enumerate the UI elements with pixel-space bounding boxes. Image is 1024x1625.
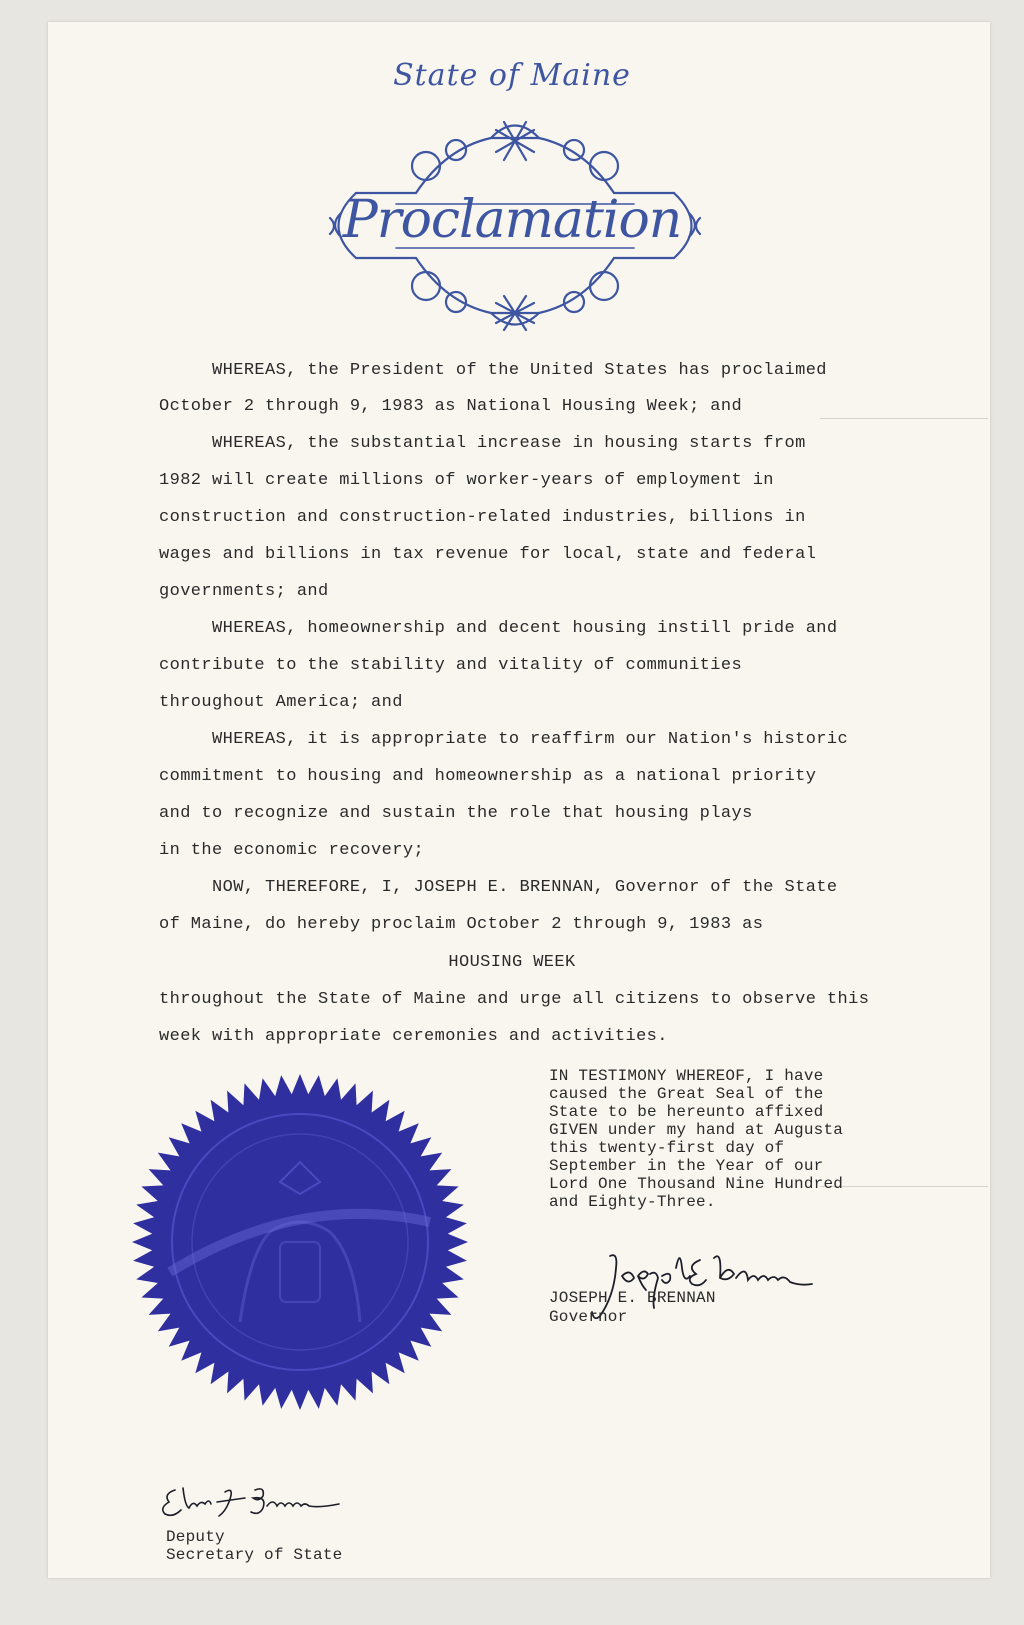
secretary-signature <box>155 1482 365 1522</box>
testimony-line: IN TESTIMONY WHEREOF, I have <box>549 1067 824 1085</box>
secretary-title: Secretary of State <box>166 1546 343 1564</box>
testimony-line: GIVEN under my hand at Augusta <box>549 1121 844 1139</box>
great-seal-icon <box>130 1072 470 1412</box>
body-line: throughout the State of Maine and urge all citizens to observe this <box>159 990 870 1009</box>
fold-line <box>820 1186 988 1187</box>
body-line: WHEREAS, it is appropriate to reaffirm our Nation's historic <box>159 730 849 749</box>
testimony-line: State to be hereunto affixed <box>549 1103 824 1121</box>
body-line: week with appropriate ceremonies and activities. <box>159 1027 668 1046</box>
body-line: WHEREAS, the President of the United States has proclaimed <box>159 361 827 380</box>
body-line: wages and billions in tax revenue for local, state and federal <box>159 545 817 564</box>
secretary-title-deputy: Deputy <box>166 1528 225 1546</box>
document-title: Proclamation <box>342 190 682 250</box>
testimony-line: Lord One Thousand Nine Hundred <box>549 1175 844 1193</box>
body-line: governments; and <box>159 582 329 601</box>
body-line: WHEREAS, homeownership and decent housing instill pride and <box>159 619 838 638</box>
testimony-line: and Eighty-Three. <box>549 1193 716 1211</box>
body-line: 1982 will create millions of worker-years of employment in <box>159 471 774 490</box>
testimony-line: September in the Year of our <box>549 1157 824 1175</box>
body-line: contribute to the stability and vitality of communities <box>159 656 743 675</box>
governor-title: Governor <box>549 1308 628 1326</box>
governor-name: JOSEPH E. BRENNAN <box>549 1289 716 1307</box>
fold-line <box>820 418 988 419</box>
housing-week-heading: HOUSING WEEK <box>448 953 576 972</box>
body-line: construction and construction-related industries, billions in <box>159 508 806 527</box>
testimony-line: this twenty-first day of <box>549 1139 785 1157</box>
body-line: WHEREAS, the substantial increase in housing starts from <box>159 434 806 453</box>
body-line: and to recognize and sustain the role that housing plays <box>159 804 753 823</box>
body-line: October 2 through 9, 1983 as National Housing Week; and <box>159 397 743 416</box>
body-line: in the economic recovery; <box>159 841 425 860</box>
body-line: commitment to housing and homeownership as a national priority <box>159 767 817 786</box>
testimony-line: caused the Great Seal of the <box>549 1085 824 1103</box>
body-line: throughout America; and <box>159 693 403 712</box>
body-line: of Maine, do hereby proclaim October 2 through 9, 1983 as <box>159 915 764 934</box>
state-title: State of Maine <box>393 58 631 93</box>
body-line: NOW, THEREFORE, I, JOSEPH E. BRENNAN, Governor of the State <box>159 878 838 897</box>
